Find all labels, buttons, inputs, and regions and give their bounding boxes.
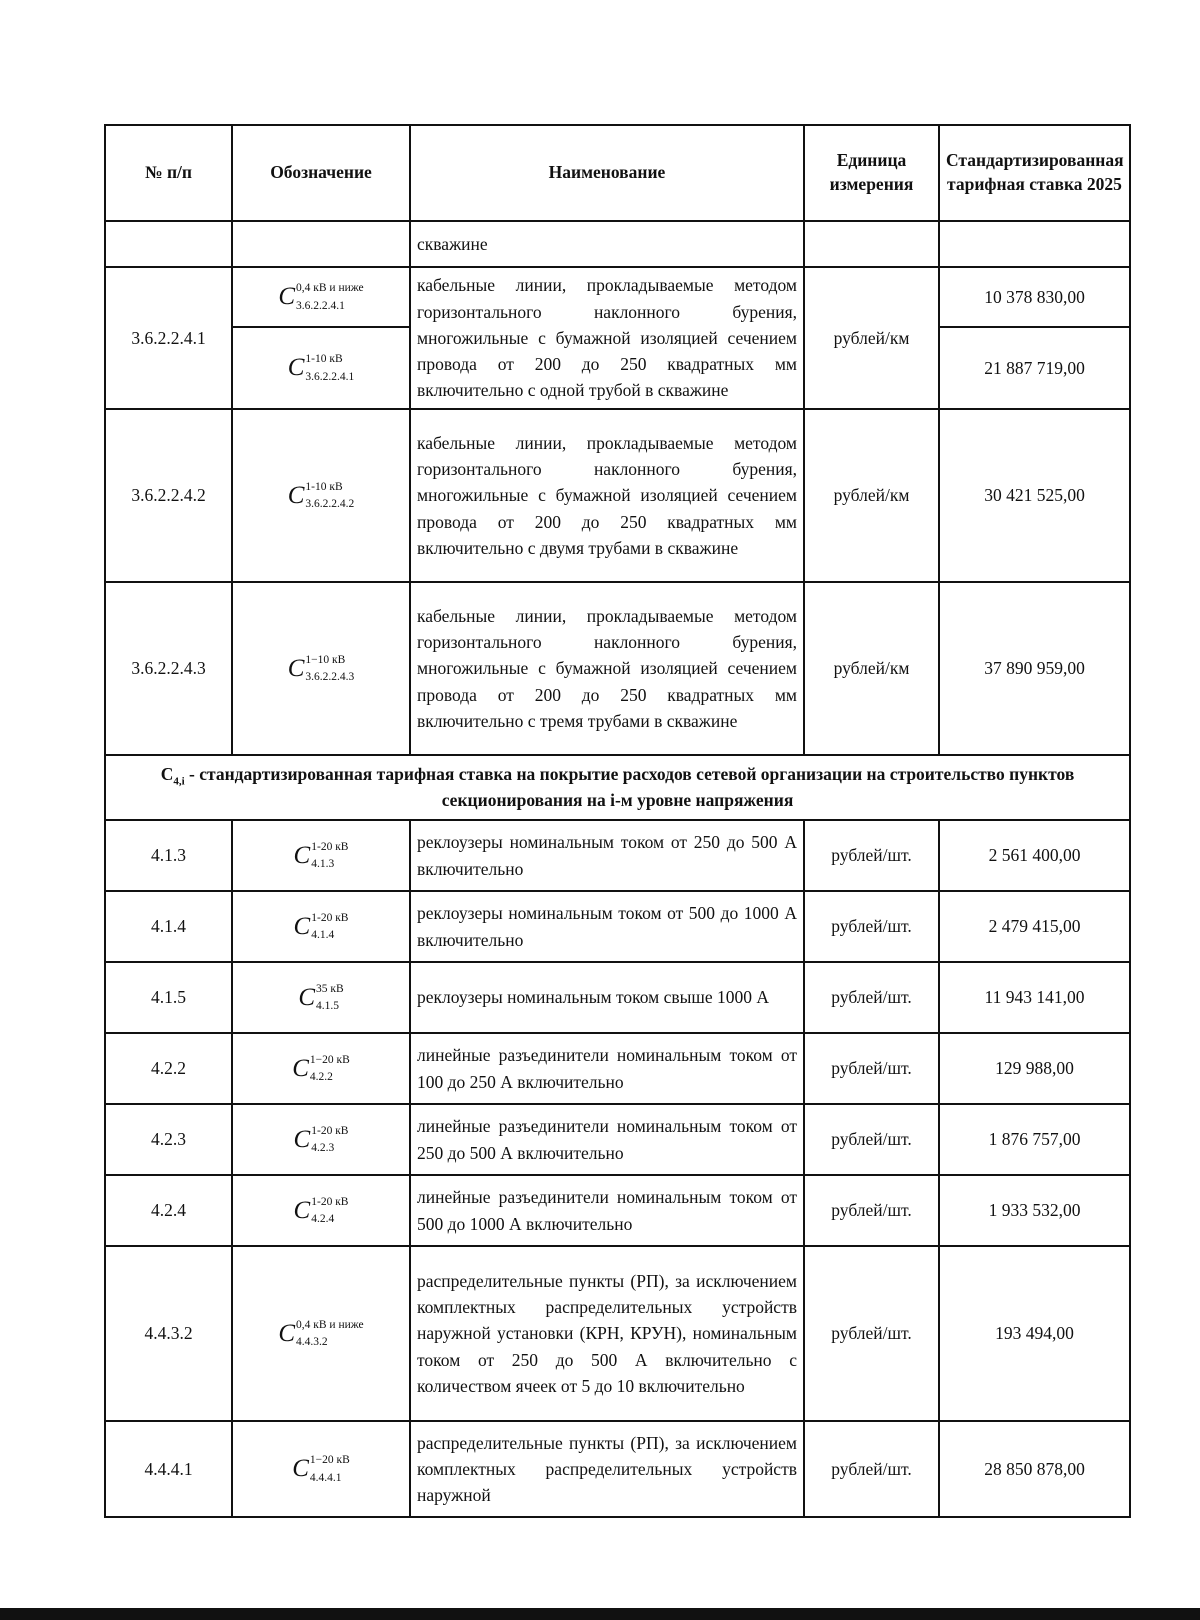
row-name: распределительные пункты (РП), за исключением комплектных распределительных устройств наружной установки (КРН, КРУН), номинальным током от 250 до 500 А включительно с количеством ячеек от 5 до 10 включительно [410, 1246, 804, 1421]
header-rate: Стандартизированная тарифная ставка 2025 [939, 125, 1130, 221]
row-symbol [232, 1104, 410, 1175]
row-number: 3.6.2.2.4.3 [105, 582, 232, 755]
row-unit: рублей/шт. [804, 1033, 939, 1104]
row-rate: 30 421 525,00 [939, 409, 1130, 582]
row-rate: 1 876 757,00 [939, 1104, 1130, 1175]
tariff-symbol: C 1-20 кВ 4.2.4 [293, 1195, 349, 1225]
row-number: 4.1.5 [105, 962, 232, 1033]
row-rate: 2 561 400,00 [939, 820, 1130, 891]
row-symbol [232, 1033, 410, 1104]
row-unit: рублей/шт. [804, 820, 939, 891]
table-row [105, 221, 1130, 267]
row-symbol [232, 267, 410, 327]
row-number: 4.4.3.2 [105, 1246, 232, 1421]
row-rate: 2 479 415,00 [939, 891, 1130, 962]
table-row [105, 1175, 1130, 1246]
row-symbol [232, 327, 410, 409]
row-unit: рублей/км [804, 582, 939, 755]
tariff-symbol: C 1−10 кВ 3.6.2.2.4.3 [287, 653, 355, 683]
tariff-symbol: C 35 кВ 4.1.5 [298, 982, 344, 1012]
header-name: Наименование [410, 125, 804, 221]
scan-bottom-edge [0, 1608, 1200, 1620]
row-name: линейные разъединители номинальным током от 250 до 500 А включительно [410, 1104, 804, 1175]
row-rate: 28 850 878,00 [939, 1421, 1130, 1517]
tariff-symbol: C 1-10 кВ 3.6.2.2.4.1 [287, 353, 355, 383]
row-rate: 37 890 959,00 [939, 582, 1130, 755]
row-name: распределительные пункты (РП), за исключением комплектных распределительных устройств наружной [410, 1421, 804, 1517]
row-name: кабельные линии, прокладываемые методом горизонтального наклонного бурения, многожильные с бумажной изоляцией сечением провода от 200 до 250 квадратных мм включительно с двумя трубами в скважине [410, 409, 804, 582]
row-symbol [232, 409, 410, 582]
header-unit: Единица измерения [804, 125, 939, 221]
table-row [105, 582, 1130, 755]
row-unit: рублей/шт. [804, 1175, 939, 1246]
row-number: 4.1.3 [105, 820, 232, 891]
row-name: реклоузеры номинальным током от 500 до 1000 А включительно [410, 891, 804, 962]
row-name: кабельные линии, прокладываемые методом горизонтального наклонного бурения, многожильные с бумажной изоляцией сечением провода от 200 до 250 квадратных мм включительно с тремя трубами в скважине [410, 582, 804, 755]
tariff-symbol: C 0,4 кВ и ниже 4.4.3.2 [278, 1318, 364, 1348]
row-symbol [232, 582, 410, 755]
section-header-row [105, 755, 1130, 820]
tariff-symbol: C 0,4 кВ и ниже 3.6.2.2.4.1 [278, 282, 364, 312]
tariff-symbol: C 1−20 кВ 4.4.4.1 [292, 1454, 350, 1484]
row-number: 4.4.4.1 [105, 1421, 232, 1517]
table-row [105, 891, 1130, 962]
row-name: реклоузеры номинальным током свыше 1000 А [410, 962, 804, 1033]
header-symbol: Обозначение [232, 125, 410, 221]
row-name: линейные разъединители номинальным током от 500 до 1000 А включительно [410, 1175, 804, 1246]
row-number: 4.1.4 [105, 891, 232, 962]
row-unit: рублей/шт. [804, 1421, 939, 1517]
tariff-table [104, 124, 1131, 1518]
row-number: 4.2.4 [105, 1175, 232, 1246]
row-number: 4.2.3 [105, 1104, 232, 1175]
tariff-symbol: C 1-20 кВ 4.1.3 [293, 840, 349, 870]
row-symbol [232, 820, 410, 891]
row-unit: рублей/шт. [804, 962, 939, 1033]
row-rate: 21 887 719,00 [939, 327, 1130, 409]
row-unit: рублей/шт. [804, 891, 939, 962]
tariff-symbol: C 1−20 кВ 4.2.2 [292, 1053, 350, 1083]
row-number: 4.2.2 [105, 1033, 232, 1104]
row-symbol [232, 891, 410, 962]
section-title: $С_{4,i}$ - стандартизированная тарифная ставка на покрытие расходов сетевой организации на строительство пунктов секционирования на i-м уровне напряжения [105, 755, 1130, 820]
row-rate: 11 943 141,00 [939, 962, 1130, 1033]
header-num: № п/п [105, 125, 232, 221]
row-rate: 129 988,00 [939, 1033, 1130, 1104]
row-rate: 1 933 532,00 [939, 1175, 1130, 1246]
row-unit: рублей/км [804, 409, 939, 582]
row-unit: рублей/шт. [804, 1246, 939, 1421]
table-row [105, 1033, 1130, 1104]
row-rate: 10 378 830,00 [939, 267, 1130, 327]
row-name: кабельные линии, прокладываемые методом горизонтального наклонного бурения, многожильные с бумажной изоляцией сечением провода от 200 до 250 квадратных мм включительно с одной трубой в скважине [410, 267, 804, 409]
row-unit: рублей/шт. [804, 1104, 939, 1175]
row-name: скважине [410, 221, 804, 267]
row-rate: 193 494,00 [939, 1246, 1130, 1421]
table-row [105, 1246, 1130, 1421]
row-number: 3.6.2.2.4.1 [105, 267, 232, 409]
table-row [105, 267, 1130, 327]
tariff-symbol: C 1-20 кВ 4.2.3 [293, 1124, 349, 1154]
header-row [105, 125, 1130, 221]
row-unit: рублей/км [804, 267, 939, 409]
row-symbol [232, 1246, 410, 1421]
tariff-symbol: C 1-20 кВ 4.1.4 [293, 911, 349, 941]
row-symbol [232, 1421, 410, 1517]
row-number: 3.6.2.2.4.2 [105, 409, 232, 582]
tariff-symbol: C 1-10 кВ 3.6.2.2.4.2 [287, 480, 355, 510]
table-row [105, 1421, 1130, 1517]
table-row [105, 820, 1130, 891]
table-row [105, 409, 1130, 582]
row-name: линейные разъединители номинальным током от 100 до 250 А включительно [410, 1033, 804, 1104]
row-name: реклоузеры номинальным током от 250 до 500 А включительно [410, 820, 804, 891]
row-symbol [232, 1175, 410, 1246]
row-symbol [232, 962, 410, 1033]
table-row [105, 962, 1130, 1033]
table-row [105, 1104, 1130, 1175]
